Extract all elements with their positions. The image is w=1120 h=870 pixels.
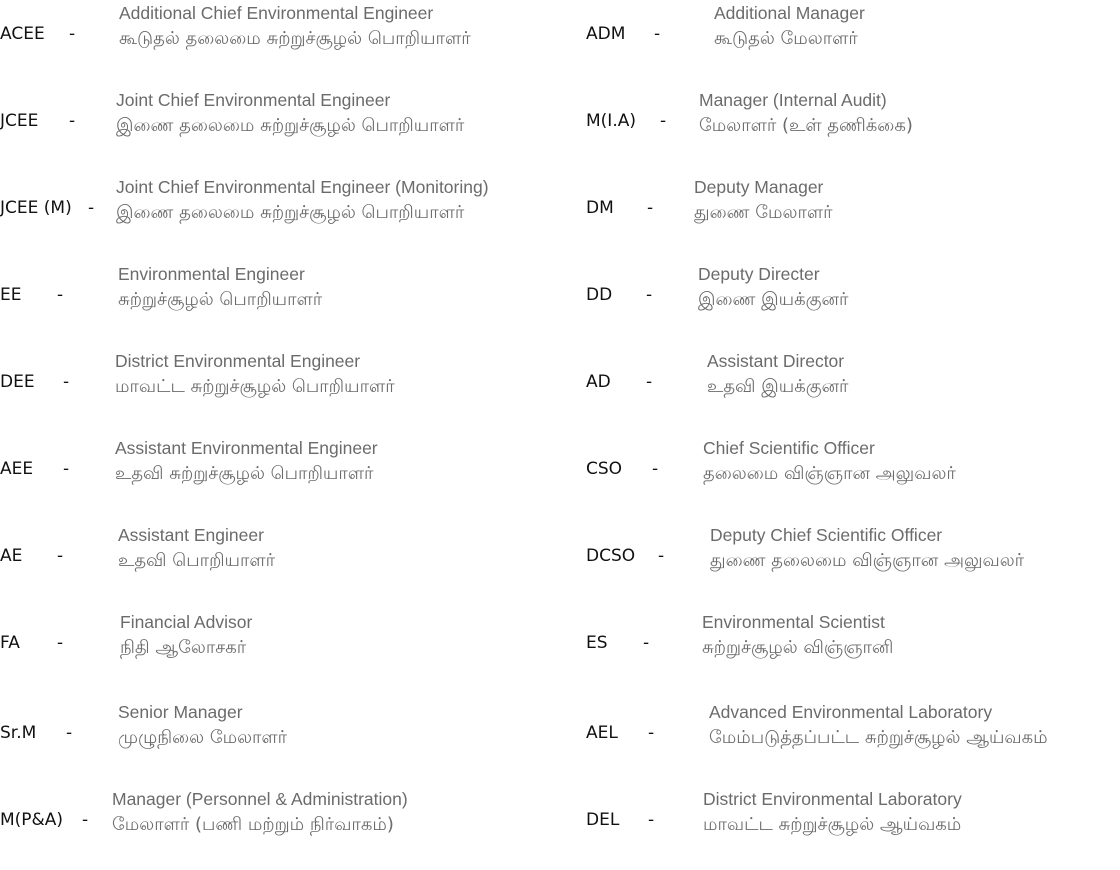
tamil-title: சுற்றுச்சூழல் பொறியாளர் <box>118 289 323 310</box>
abbreviation: JCEE <box>0 111 39 131</box>
english-title: Manager (Personnel & Administration) <box>112 789 408 809</box>
english-title: Environmental Engineer <box>118 264 305 284</box>
english-title: Assistant Director <box>707 351 845 371</box>
tamil-title: மேம்படுத்தப்பட்ட சுற்றுச்சூழல் ஆய்வகம் <box>709 727 1048 748</box>
separator-dash: - <box>652 459 659 479</box>
separator-dash: - <box>66 723 73 743</box>
tamil-title: இணை தலைமை சுற்றுச்சூழல் பொறியாளர் <box>116 202 465 223</box>
english-title: Joint Chief Environmental Engineer <box>116 90 391 110</box>
abbreviation: ADM <box>586 24 626 44</box>
tamil-title: மாவட்ட சுற்றுச்சூழல் பொறியாளர் <box>115 376 395 397</box>
tamil-title: உதவி சுற்றுச்சூழல் பொறியாளர் <box>115 463 374 484</box>
english-title: Advanced Environmental Laboratory <box>709 702 993 722</box>
abbreviation: CSO <box>586 459 623 479</box>
separator-dash: - <box>63 372 70 392</box>
english-title: Additional Manager <box>714 3 865 23</box>
tamil-title: மாவட்ட சுற்றுச்சூழல் ஆய்வகம் <box>703 814 962 835</box>
english-title: Assistant Engineer <box>118 525 264 545</box>
tamil-title: நிதி ஆலோசகர் <box>120 637 247 658</box>
english-title: District Environmental Engineer <box>115 351 361 371</box>
english-title: Joint Chief Environmental Engineer (Monitoring) <box>116 177 489 197</box>
tamil-title: முழுநிலை மேலாளர் <box>118 727 288 748</box>
tamil-title: மேலாளர் (பணி மற்றும் நிர்வாகம்) <box>112 814 394 835</box>
separator-dash: - <box>646 285 653 305</box>
abbreviation: M(P&A) <box>0 810 64 830</box>
english-title: Additional Chief Environmental Engineer <box>119 3 434 23</box>
english-title: Deputy Manager <box>694 177 824 197</box>
separator-dash: - <box>648 723 655 743</box>
english-title: District Environmental Laboratory <box>703 789 962 809</box>
tamil-title: உதவி இயக்குனர் <box>707 376 849 397</box>
abbreviation: ES <box>586 633 608 653</box>
tamil-title: உதவி பொறியாளர் <box>118 550 276 571</box>
tamil-title: தலைமை விஞ்ஞான அலுவலர் <box>703 463 956 484</box>
separator-dash: - <box>646 372 653 392</box>
abbreviation: JCEE (M) <box>0 198 72 218</box>
tamil-title: மேலாளர் (உள் தணிக்கை) <box>699 115 913 136</box>
english-title: Deputy Chief Scientific Officer <box>710 525 943 545</box>
tamil-title: துணை மேலாளர் <box>694 202 833 223</box>
separator-dash: - <box>69 24 76 44</box>
abbreviation: DEL <box>586 810 620 830</box>
abbreviation: AEE <box>0 459 34 479</box>
abbreviation: ACEE <box>0 24 45 44</box>
separator-dash: - <box>57 546 64 566</box>
separator-dash: - <box>57 633 64 653</box>
abbreviation: DCSO <box>586 546 636 566</box>
tamil-title: துணை தலைமை விஞ்ஞான அலுவலர் <box>710 550 1025 571</box>
abbreviation: DD <box>586 285 613 305</box>
abbreviation: AE <box>0 546 23 566</box>
abbreviation: M(I.A) <box>586 111 636 131</box>
english-title: Financial Advisor <box>120 612 253 632</box>
abbreviation: AD <box>586 372 611 392</box>
tamil-title: கூடுதல் மேலாளர் <box>714 28 858 49</box>
separator-dash: - <box>660 111 667 131</box>
tamil-title: சுற்றுச்சூழல் விஞ்ஞானி <box>702 637 894 658</box>
abbreviation: FA <box>0 633 20 653</box>
separator-dash: - <box>63 459 70 479</box>
separator-dash: - <box>658 546 665 566</box>
tamil-title: இணை தலைமை சுற்றுச்சூழல் பொறியாளர் <box>116 115 465 136</box>
english-title: Deputy Directer <box>698 264 820 284</box>
english-title: Senior Manager <box>118 702 243 722</box>
english-title: Chief Scientific Officer <box>703 438 875 458</box>
separator-dash: - <box>88 198 95 218</box>
abbreviation: DM <box>586 198 614 218</box>
separator-dash: - <box>57 285 64 305</box>
separator-dash: - <box>648 810 655 830</box>
abbreviation: AEL <box>586 723 618 743</box>
abbreviation: Sr.M <box>0 723 37 743</box>
separator-dash: - <box>654 24 661 44</box>
english-title: Environmental Scientist <box>702 612 885 632</box>
abbreviation: EE <box>0 285 22 305</box>
english-title: Manager (Internal Audit) <box>699 90 887 110</box>
tamil-title: கூடுதல் தலைமை சுற்றுச்சூழல் பொறியாளர் <box>119 28 471 49</box>
tamil-title: இணை இயக்குனர் <box>698 289 849 310</box>
separator-dash: - <box>643 633 650 653</box>
separator-dash: - <box>647 198 654 218</box>
separator-dash: - <box>69 111 76 131</box>
separator-dash: - <box>82 810 89 830</box>
english-title: Assistant Environmental Engineer <box>115 438 378 458</box>
abbreviation: DEE <box>0 372 35 392</box>
